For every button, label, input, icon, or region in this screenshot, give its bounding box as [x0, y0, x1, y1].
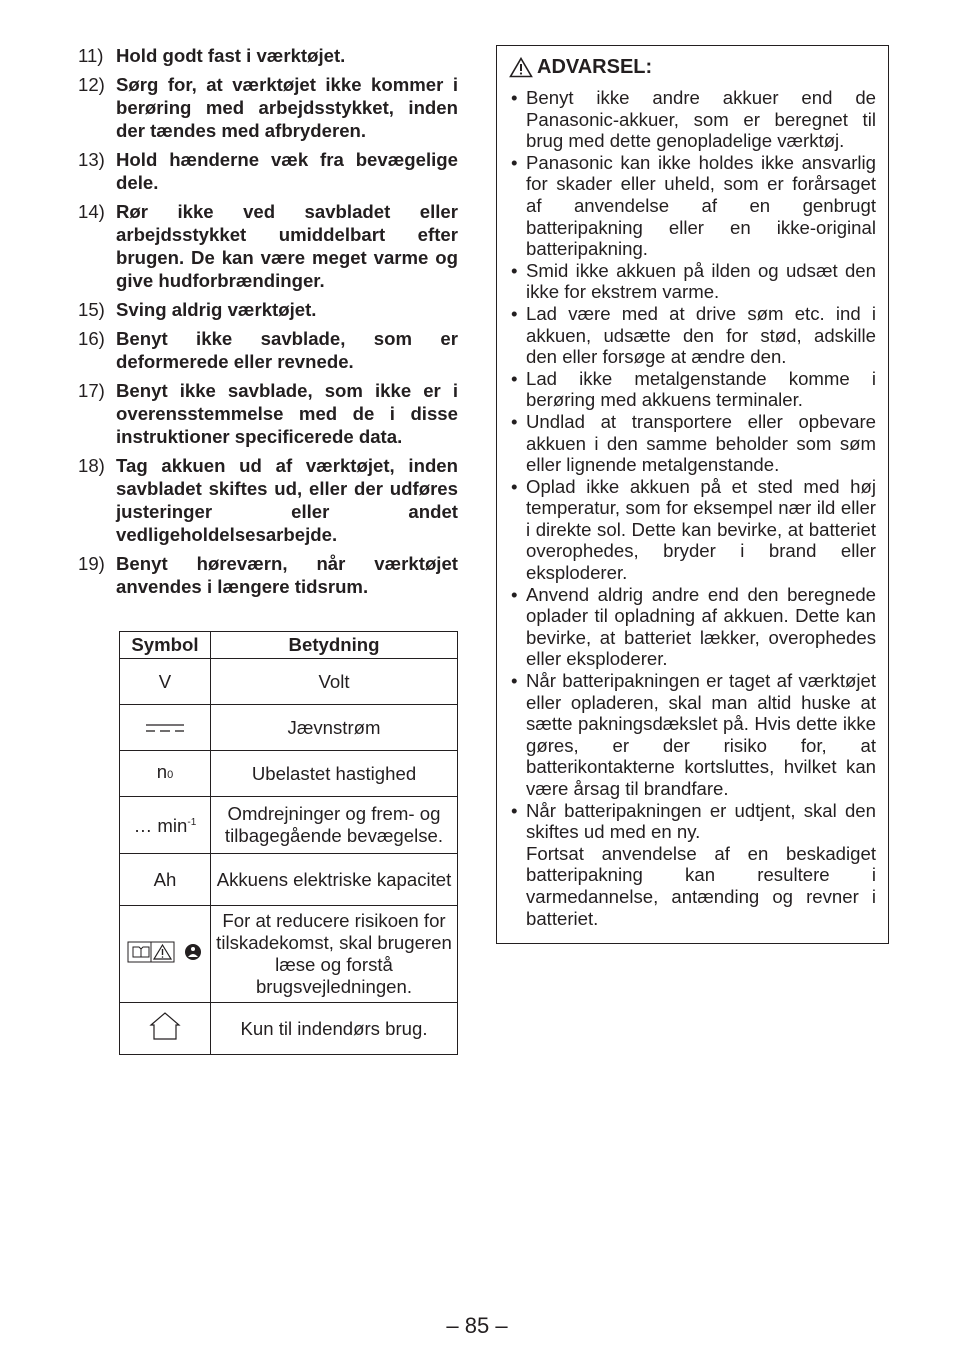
instruction-item: [78, 44, 458, 67]
item-number: 16): [78, 328, 105, 349]
indoor-use-house-icon: [148, 1011, 182, 1041]
warning-item: • Smid ikke akkuen på ilden og udsæt den ikke for ekstrem varme.: [509, 260, 876, 303]
table-row: [120, 659, 458, 705]
warning-item: [509, 800, 876, 930]
instruction-item: [78, 379, 458, 448]
read-manual-icon: [127, 939, 203, 965]
instruction-item: [78, 552, 458, 598]
symbol-table: [119, 631, 458, 1055]
warning-list: [509, 87, 876, 929]
symbol-cell: [120, 797, 211, 854]
symbol-cell: Ah: [120, 854, 211, 906]
symbol-subscript: 0: [167, 769, 174, 781]
item-text: Sørg for, at værktøjet ikke kommer i berøring med arbejdsstykket, inden der tændes med afbryderen.: [116, 74, 458, 141]
symbol-text: … min: [133, 815, 188, 837]
instruction-item: [78, 200, 458, 292]
instruction-item: [78, 298, 458, 321]
table-header-row: [120, 632, 458, 659]
symbol-cell: [120, 1003, 211, 1055]
warning-title: ADVARSEL:: [537, 56, 653, 78]
instruction-item: [78, 73, 458, 142]
item-text: Sving aldrig værktøjet.: [116, 299, 317, 320]
item-text: Tag akkuen ud af værktøjet, inden savbladet skiftes ud, eller der udføres justeringer eller andet vedligeholdelsesarbejde.: [116, 455, 458, 545]
item-number: 18): [78, 455, 105, 476]
meaning-cell: Omdrejninger og frem- og tilbagegående bevægelse.: [211, 797, 458, 854]
warning-item-text: Når batteripakningen er udtjent, skal den skiftes ud med en ny.: [526, 799, 876, 843]
instruction-item: [78, 327, 458, 373]
symbol-cell: [120, 751, 211, 797]
warning-box: [496, 45, 889, 944]
warning-item: • Lad ikke metalgenstande komme i berøring med akkuens terminaler.: [509, 368, 876, 411]
item-number: 12): [78, 74, 105, 95]
warning-item: • Lad være med at drive søm etc. ind i akkuen, udsætte den for stød, adskille den eller forsøge at ændre den.: [509, 303, 876, 368]
table-row: [120, 1003, 458, 1055]
table-row: [120, 854, 458, 906]
item-number: 15): [78, 299, 105, 320]
table-row: [120, 797, 458, 854]
instruction-item: [78, 454, 458, 546]
item-text: Hold hænderne væk fra bevægelige dele.: [116, 149, 458, 193]
symbol-cell: [120, 705, 211, 751]
table-row: [120, 705, 458, 751]
item-number: 11): [78, 45, 104, 66]
table-row: [120, 751, 458, 797]
item-text: Rør ikke ved savbladet eller arbejdsstykket umiddelbart efter brugen. De kan være meget varme og give hudforbrændinger.: [116, 201, 458, 291]
item-text: Benyt ikke savblade, som er deformerede eller revnede.: [116, 328, 458, 372]
item-text: Benyt ikke savblade, som ikke er i overensstemmelse med de i disse instruktioner specificerede data.: [116, 380, 458, 447]
meaning-cell: Jævnstrøm: [211, 705, 458, 751]
symbol-cell: [120, 906, 211, 1003]
column-header-meaning: Betydning: [211, 632, 458, 659]
item-number: 14): [78, 201, 105, 222]
warning-item: • Når batteripakningen er taget af værktøjet eller opladeren, skal man altid huske at sætte pakningsdækslet på. Hvis dette ikke gøres, er der risiko for, at batterikontakterne kortsluttes, hvilket kan være årsag til brandfare.: [509, 670, 876, 800]
warning-header: [509, 56, 876, 79]
item-number: 13): [78, 149, 105, 170]
instruction-item: [78, 148, 458, 194]
page-number: – 85 –: [446, 1313, 508, 1338]
direct-current-icon: [145, 722, 185, 734]
symbol-cell: V: [120, 659, 211, 705]
warning-item: • Anvend aldrig andre end den beregnede oplader til opladning af akkuen. Dette kan bevirke, at batteriet lækker, overophedes eller eksploderer.: [509, 584, 876, 670]
column-header-symbol: Symbol: [120, 632, 211, 659]
meaning-cell: Akkuens elektriske kapacitet: [211, 854, 458, 906]
instruction-list: [78, 44, 458, 604]
warning-item: • Panasonic kan ikke holdes ikke ansvarlig for skader eller uheld, som er forårsaget af anvendelse af en genbrugt batteripakning eller en ikke-original batteripakning.: [509, 152, 876, 260]
item-number: 17): [78, 380, 105, 401]
warning-triangle-icon: [509, 57, 533, 78]
warning-item: • Benyt ikke andre akkuer end de Panasonic-akkuer, som er beregnet til brug med dette genopladelige værktøj.: [509, 87, 876, 152]
warning-item-continuation: Fortsat anvendelse af en beskadiget batteripakning kan resultere i varmedannelse, antænding og revner i batteriet.: [526, 842, 876, 929]
warning-item: • Oplad ikke akkuen på et sted med høj temperatur, som for eksempel nær ild eller i direkte sol. Dette kan bevirke, at batteriet overophedes, bryder i brand eller eksploderer.: [509, 476, 876, 584]
meaning-cell: Ubelastet hastighed: [211, 751, 458, 797]
table-row: [120, 906, 458, 1003]
symbol-text: n: [156, 761, 168, 782]
symbol-superscript: -1: [187, 817, 197, 829]
item-number: 19): [78, 553, 105, 574]
meaning-cell: Volt: [211, 659, 458, 705]
meaning-cell: For at reducere risikoen for tilskadekomst, skal brugeren læse og forstå brugsvejledningen.: [211, 906, 458, 1003]
warning-item: • Undlad at transportere eller opbevare akkuen i den samme beholder som søm eller lignende metalgenstande.: [509, 411, 876, 476]
meaning-cell: Kun til indendørs brug.: [211, 1003, 458, 1055]
item-text: Benyt høreværn, når værktøjet anvendes i længere tidsrum.: [116, 553, 458, 597]
item-text: Hold godt fast i værktøjet.: [116, 45, 346, 66]
